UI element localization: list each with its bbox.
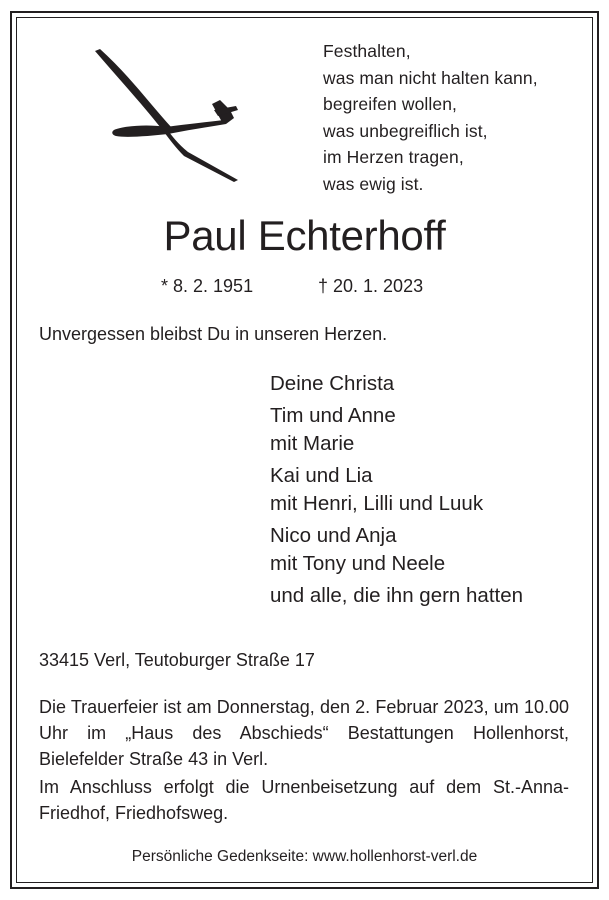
glider-icon [88, 44, 240, 184]
poem-line: Festhalten, [323, 41, 411, 61]
poem-line: was ewig ist. [323, 173, 424, 194]
death-date: † 20. 1. 2023 [318, 276, 424, 296]
mourner-group [270, 462, 523, 518]
poem-line: im Herzen tragen, [323, 147, 464, 167]
birth-date: * 8. 2. 1951 [161, 276, 254, 296]
poem-line: begreifen wollen, [323, 94, 458, 114]
service-info: Die Trauerfeier ist am Donnerstag, den 2. Februar 2023, um 10.00 Uhr im „Haus des Abschieds“ Bestattungen Hollenhorst, Bielefelder Straße 43 in Verl. [39, 697, 569, 769]
burial-info: Im Anschluss erfolgt die Urnenbeisetzung auf dem St.-Anna-Friedhof, Friedhofsweg. [39, 777, 569, 823]
family-address: 33415 Verl, Teutoburger Straße 17 [39, 650, 315, 670]
memorial-website: Persönliche Gedenkseite: www.hollenhorst-verl.de [131, 848, 478, 865]
memorial-line: Unvergessen bleibst Du in unseren Herzen. [39, 324, 388, 344]
mourners-list [270, 370, 523, 614]
mourner-line: mit Marie [270, 432, 355, 455]
poem-line: was unbegreiflich ist, [323, 120, 488, 141]
poem-line: was man nicht halten kann, [323, 67, 538, 88]
mourner-line: Deine Christa [270, 372, 395, 395]
mourner-group [270, 582, 523, 610]
mourner-line: mit Tony und Neele [270, 552, 446, 575]
deceased-name: Paul Echterhoff [163, 212, 446, 259]
mourner-line: Tim und Anne [270, 404, 396, 427]
mourner-group [270, 370, 523, 398]
mourner-group [270, 402, 523, 458]
mourner-line: mit Henri, Lilli und Luuk [270, 492, 484, 515]
poem [323, 38, 538, 197]
mourner-line: und alle, die ihn gern hatten [270, 584, 524, 607]
mourner-line: Nico und Anja [270, 524, 397, 547]
mourner-line: Kai und Lia [270, 464, 373, 487]
mourner-group [270, 522, 523, 578]
